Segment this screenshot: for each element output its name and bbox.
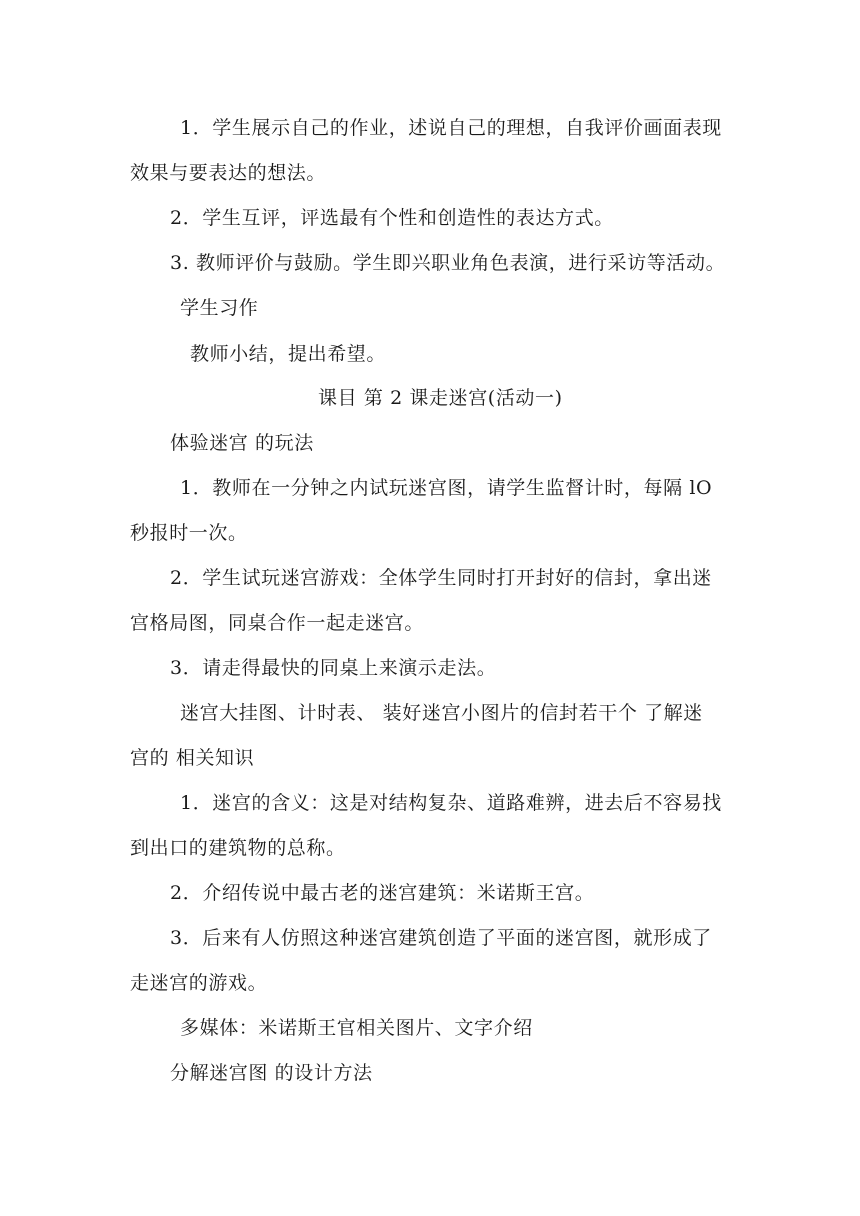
- paragraph-line: 3．请走得最快的同桌上来演示走法。: [170, 657, 497, 679]
- paragraph-line: 多媒体：米诺斯王官相关图片、文字介绍: [180, 1017, 533, 1039]
- paragraph-line: 体验迷宫 的玩法: [170, 432, 314, 454]
- paragraph-line: 宫的 相关知识: [130, 747, 255, 769]
- paragraph-line: 1．迷宫的含义：这是对结构复杂、道路难辨，进去后不容易找: [180, 792, 722, 814]
- paragraph-line: 3．后来有人仿照这种迷宫建筑创造了平面的迷宫图，就形成了: [170, 927, 712, 949]
- paragraph-line: 3. 教师评价与鼓励。学生即兴职业角色表演，进行采访等活动。: [170, 252, 726, 274]
- section-heading: 课目 第 2 课走迷宫(活动一): [318, 387, 563, 409]
- paragraph-line: 迷宫大挂图、计时表、 装好迷宫小图片的信封若干个 了解迷: [180, 702, 703, 724]
- paragraph-line: 分解迷宫图 的设计方法: [170, 1062, 373, 1084]
- paragraph-line: 学生习作: [180, 297, 259, 319]
- paragraph-line: 1．学生展示自己的作业，述说自己的理想，自我评价画面表现: [180, 117, 722, 139]
- paragraph-line: 1．教师在一分钟之内试玩迷宫图，请学生监督计时，每隔 lO: [180, 477, 713, 499]
- paragraph-line: 2．学生试玩迷宫游戏：全体学生同时打开封好的信封，拿出迷: [170, 567, 712, 589]
- paragraph-line: 到出口的建筑物的总称。: [130, 837, 346, 859]
- paragraph-line: 秒报时一次。: [130, 522, 248, 544]
- paragraph-line: 2．介绍传说中最古老的迷宫建筑：米诺斯王宫。: [170, 882, 595, 904]
- paragraph-line: 效果与要表达的想法。: [130, 162, 327, 184]
- paragraph-line: 宫格局图，同桌合作一起走迷宫。: [130, 612, 425, 634]
- paragraph-line: 2．学生互评，评选最有个性和创造性的表达方式。: [170, 207, 614, 229]
- paragraph-line: 教师小结，提出希望。: [190, 343, 387, 365]
- paragraph-line: 走迷宫的游戏。: [130, 972, 268, 994]
